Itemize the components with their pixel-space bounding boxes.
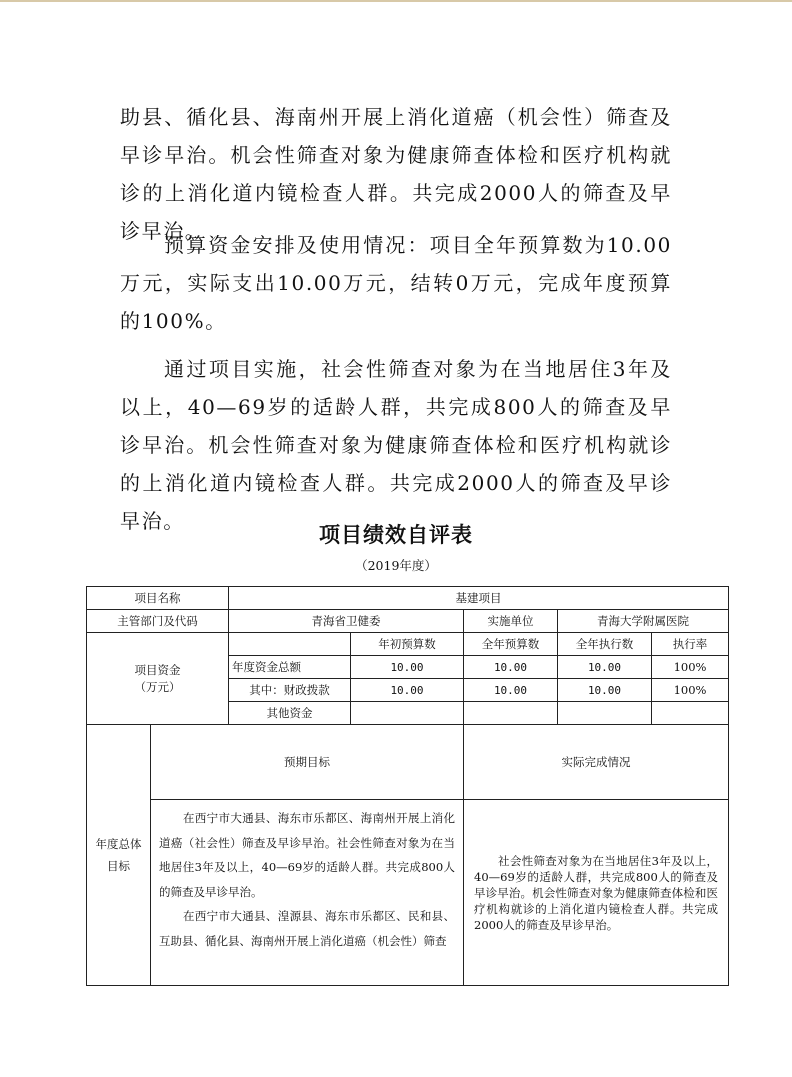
fiscal-funds-executed: 10.00 (558, 679, 652, 702)
funds-label-cell (87, 633, 229, 725)
expected-goals-text (151, 800, 464, 986)
table-year: （2019年度） (355, 558, 437, 573)
fiscal-funds-label: 其中：财政拨款 (229, 679, 351, 702)
row-goals-header (87, 725, 729, 800)
total-funds-initial: 10.00 (351, 656, 464, 679)
paragraph-budget: 预算资金安排及使用情况：项目全年预算数为10.00万元，实际支出10.00万元，结转0万元，完成年度预算的100%。 (120, 233, 672, 333)
other-funds-executed (558, 702, 652, 725)
other-funds-label: 其他资金 (229, 702, 351, 725)
other-funds-annual (464, 702, 558, 725)
impl-label: 实施单位 (464, 610, 558, 633)
row-project-name (87, 587, 729, 610)
actual-results-text (464, 800, 729, 986)
funds-label: 项目资金 (134, 662, 181, 677)
paragraph-1: 助县、循化县、海南州开展上消化道癌（机会性）筛查及早诊早治。机会性筛查对象为健康筛查体检和医疗机构就诊的上消化道内镜检查人群。共完成2000人的筛查及早诊早治。 (120, 105, 672, 243)
total-funds-executed: 10.00 (558, 656, 652, 679)
fiscal-funds-initial: 10.00 (351, 679, 464, 702)
total-funds-annual: 10.00 (464, 656, 558, 679)
project-name-label: 项目名称 (87, 587, 229, 610)
row-funds-header (87, 633, 729, 656)
col-header-initial-budget: 年初预算数 (351, 633, 464, 656)
funds-unit: （万元） (134, 679, 181, 694)
table-title: 项目绩效自评表 (319, 523, 473, 547)
total-funds-label: 年度资金总额 (229, 656, 351, 679)
annual-goals-label: 年度总体目标 (87, 725, 151, 986)
fiscal-funds-annual: 10.00 (464, 679, 558, 702)
impl-value: 青海大学附属医院 (558, 610, 729, 633)
actual-results-header: 实际完成情况 (464, 725, 729, 800)
dept-label: 主管部门及代码 (87, 610, 229, 633)
performance-table (86, 586, 729, 986)
row-department (87, 610, 729, 633)
col-header-annual-executed: 全年执行数 (558, 633, 652, 656)
col-header-execution-rate: 执行率 (652, 633, 729, 656)
fiscal-funds-rate: 100% (652, 679, 729, 702)
other-funds-initial (351, 702, 464, 725)
dept-value: 青海省卫健委 (229, 610, 464, 633)
expected-goals-social: 在西宁市大通县、海东市乐都区、海南州开展上消化道癌（社会性）筛查及早诊早治。社会性筛查对象为在当地居住3年及以上，40—69岁的适龄人群。共完成800人的筛查及早诊早治。 (159, 811, 455, 899)
total-funds-rate: 100% (652, 656, 729, 679)
actual-results-paragraph: 社会性筛查对象为在当地居住3年及以上，40—69岁的适龄人群，共完成800人的筛查及早诊早治。机会性筛查对象为健康筛查体检和医疗机构就诊的上消化道内镜检查人群。共完成2000人的筛查及早诊早治。 (474, 853, 719, 932)
page-top-rule (0, 0, 792, 2)
expected-goals-opportunistic: 在西宁市大通县、湟源县、海东市乐都区、民和县、互助县、循化县、海南州开展上消化道癌（机会性）筛查 (159, 909, 455, 948)
paragraph-results: 通过项目实施，社会性筛查对象为在当地居住3年及以上，40—69岁的适龄人群，共完成800人的筛查及早诊早治。机会性筛查对象为健康筛查体检和医疗机构就诊的上消化道内镜检查人群。共完成2000人的筛查及早诊早治。 (120, 357, 672, 533)
funds-header-blank (229, 633, 351, 656)
expected-goals-header: 预期目标 (151, 725, 464, 800)
other-funds-rate (652, 702, 729, 725)
project-name-value: 基建项目 (229, 587, 729, 610)
row-goals-content (87, 800, 729, 986)
col-header-annual-budget: 全年预算数 (464, 633, 558, 656)
